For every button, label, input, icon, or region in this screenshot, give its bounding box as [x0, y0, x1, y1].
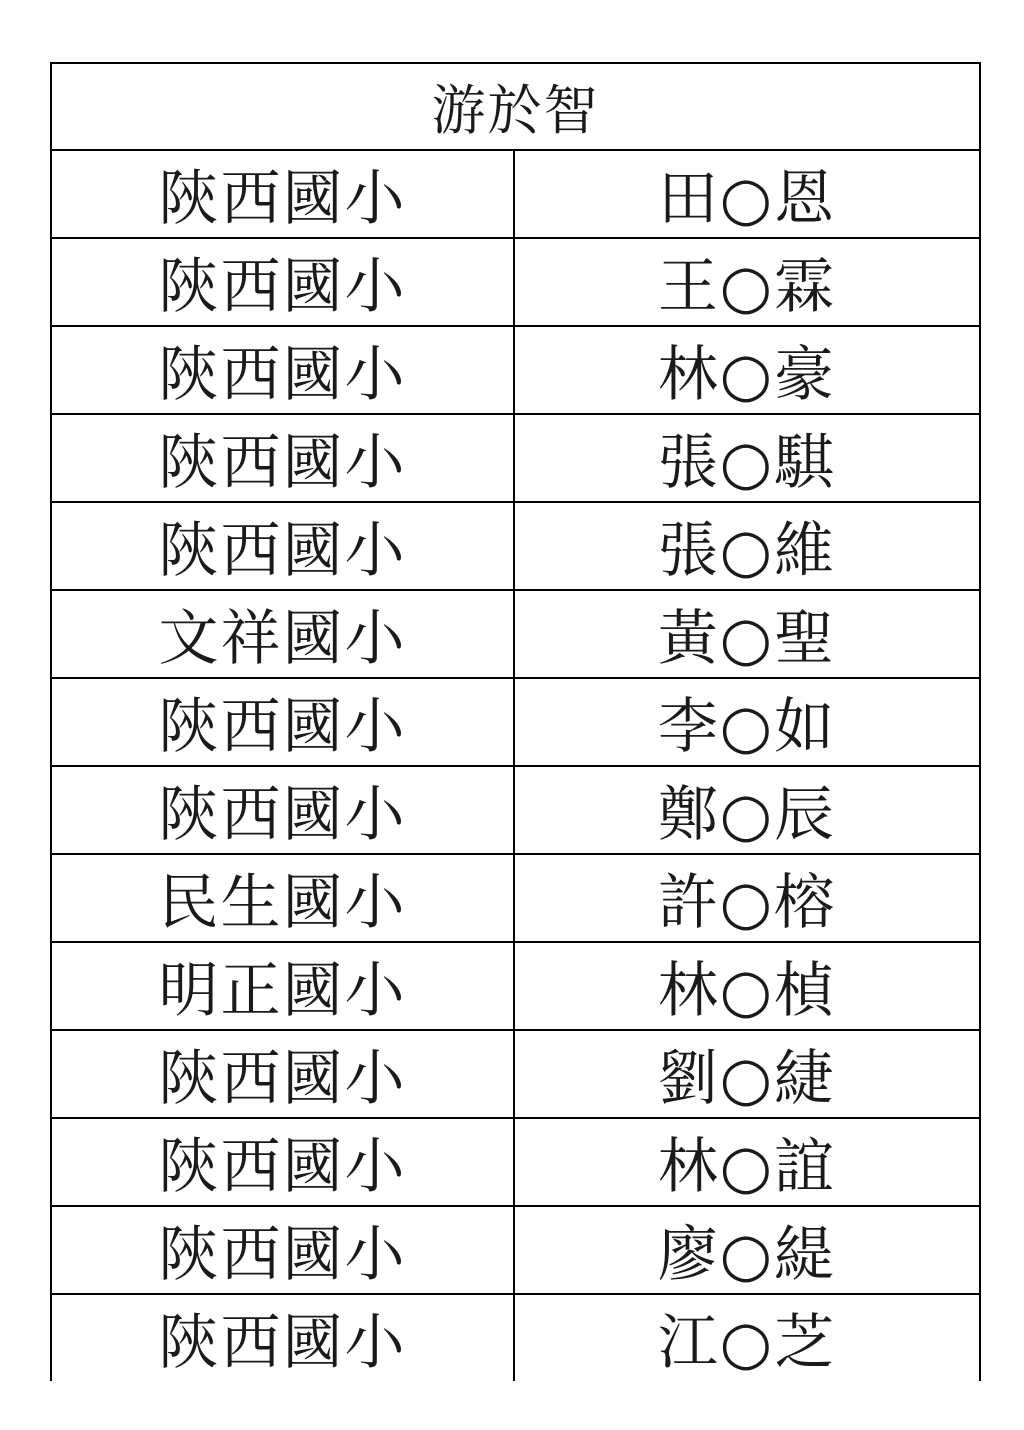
school-cell: 陝西國小 [51, 414, 514, 502]
table-title: 游於智 [51, 63, 980, 150]
school-cell: 陝西國小 [51, 1030, 514, 1118]
student-name-cell: 江○芝 [514, 1294, 980, 1381]
school-cell: 明正國小 [51, 942, 514, 1030]
student-name-cell: 張○騏 [514, 414, 980, 502]
table-row [51, 238, 980, 326]
table-row [51, 1118, 980, 1206]
school-cell: 陝西國小 [51, 766, 514, 854]
school-cell: 陝西國小 [51, 1206, 514, 1294]
student-name-cell: 鄭○辰 [514, 766, 980, 854]
table-row [51, 590, 980, 678]
table-row [51, 1206, 980, 1294]
school-cell: 陝西國小 [51, 238, 514, 326]
student-name-cell: 王○霖 [514, 238, 980, 326]
table-row [51, 766, 980, 854]
student-name-cell: 李○如 [514, 678, 980, 766]
student-name-cell: 林○楨 [514, 942, 980, 1030]
student-name-cell: 黃○聖 [514, 590, 980, 678]
student-name-cell: 田○恩 [514, 150, 980, 238]
student-name-cell: 林○豪 [514, 326, 980, 414]
table-row [51, 326, 980, 414]
student-name-cell: 許○榕 [514, 854, 980, 942]
table-header-row [51, 63, 980, 150]
school-cell: 民生國小 [51, 854, 514, 942]
table-row [51, 1294, 980, 1381]
school-cell: 文祥國小 [51, 590, 514, 678]
school-cell: 陝西國小 [51, 678, 514, 766]
table-row [51, 150, 980, 238]
school-cell: 陝西國小 [51, 1294, 514, 1381]
table-body [51, 63, 980, 1381]
student-name-cell: 劉○緁 [514, 1030, 980, 1118]
student-name-cell: 林○誼 [514, 1118, 980, 1206]
table-row [51, 1030, 980, 1118]
table-row [51, 414, 980, 502]
school-cell: 陝西國小 [51, 326, 514, 414]
student-name-cell: 張○維 [514, 502, 980, 590]
award-list-table [50, 62, 981, 1381]
student-name-cell: 廖○緹 [514, 1206, 980, 1294]
table-row [51, 678, 980, 766]
school-cell: 陝西國小 [51, 502, 514, 590]
table-row [51, 502, 980, 590]
school-cell: 陝西國小 [51, 150, 514, 238]
table-row [51, 942, 980, 1030]
table-row [51, 854, 980, 942]
school-cell: 陝西國小 [51, 1118, 514, 1206]
